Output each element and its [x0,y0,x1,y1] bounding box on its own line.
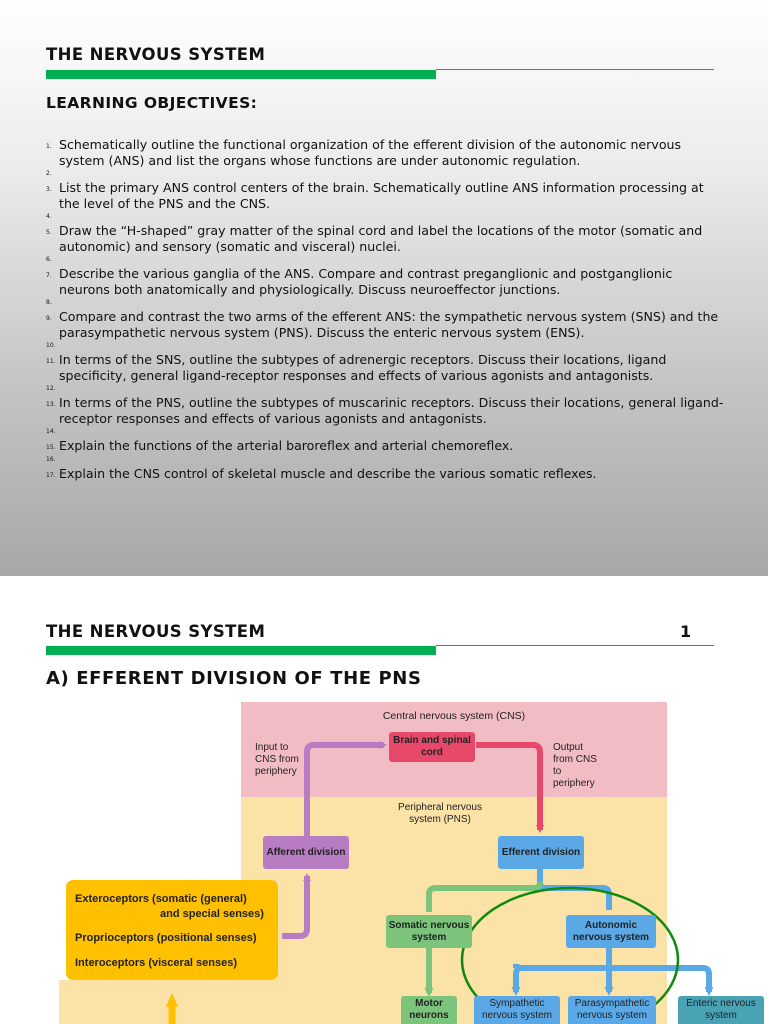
efferent-to-somatic [429,882,540,912]
page-number: 1 [680,622,692,641]
brain-spinal-cord-box: Brain and spinal cord [389,732,475,762]
output-label: Output from CNS to periphery [553,742,597,789]
objective-number: 15. [46,444,56,451]
empty-list-number: 2. [46,170,52,177]
objective-text: In terms of the SNS, outline the subtypes of adrenergic receptors. Discuss their locations, ligand specificity, general ligand-receptor responses and effects of various agonists and antagonists. [59,352,667,383]
empty-list-number: 14. [46,428,56,435]
objective-text: Draw the “H-shaped” gray matter of the spinal cord and label the locations of the motor (somatic and autonomic) and sensory (somatic and visceral) nuclei. [59,223,703,254]
sympathetic-nervous-system-box: Sympathetic nervous system [474,996,560,1024]
efferent-division-box: Efferent division [498,836,584,869]
objective-number: 3. [46,186,52,193]
receptors-box [66,880,278,980]
objective-text: List the primary ANS control centers of the brain. Schematically outline ANS information processing at the level of the PNS and the CNS. [59,180,704,211]
empty-list-number: 16. [46,455,56,463]
autonomic-nervous-system-box: Autonomic nervous system [566,915,656,948]
exteroceptors-line2: and special senses) [160,908,264,920]
autonomic-to-branches [516,948,709,988]
objective-text: Compare and contrast the two arms of the efferent ANS: the sympathetic nervous system (SNS) and the parasympathetic nervous system (PNS). Discuss the enteric nervous system (ENS). [59,309,719,340]
objective-number: 9. [46,315,52,322]
empty-list-number: 8. [46,299,52,306]
objective-number: 17. [46,471,56,479]
objective-text: In terms of the PNS, outline the subtypes of muscarinic receptors. Discuss their locations, general ligand-receptor responses and effects of various agonists and antagonists. [59,395,724,426]
empty-list-number: 6. [46,256,52,263]
input-label: Input to CNS from periphery [255,742,299,777]
exteroceptors-line1: Exteroceptors (somatic (general) [75,893,247,905]
proprioceptors-label: Proprioceptors (positional senses) [75,932,257,944]
objective-number: 11. [46,358,56,365]
empty-list-number: 10. [46,342,56,349]
pns-label: Peripheral nervous system (PNS) [398,802,482,825]
afferent-to-cns-arrow [307,745,384,836]
objective-number: 7. [46,272,52,279]
enteric-nervous-system-box: Enteric nervous system [678,996,764,1024]
objective-number: 5. [46,229,52,236]
cns-label: Central nervous system (CNS) [382,710,526,722]
objective-text: Explain the functions of the arterial baroreflex and arterial chemoreflex. [59,438,514,453]
afferent-division-box: Afferent division [263,836,349,869]
somatic-nervous-system-box: Somatic nervous system [386,915,472,948]
parasympathetic-nervous-system-box: Parasympathetic nervous system [568,996,656,1024]
interoceptors-label: Interoceptors (visceral senses) [75,957,238,969]
slide-title: THE NERVOUS SYSTEM [46,45,266,64]
section-subheading: A) EFFERENT DIVISION OF THE PNS [46,668,422,689]
empty-list-number: 12. [46,385,56,392]
afferent-arrow [282,876,307,936]
slide-title: THE NERVOUS SYSTEM [46,622,266,641]
objective-text: Explain the CNS control of skeletal muscle and describe the various somatic reflexes. [59,465,597,481]
motor-neurons-box: Motor neurons [401,996,457,1024]
objective-number: 13. [46,401,56,408]
objective-text: Describe the various ganglia of the ANS. Compare and contrast preganglionic and postganglionic neurons both anatomically and physiologically. Discuss neuroeffector junctions. [59,266,673,297]
objectives-heading: LEARNING OBJECTIVES: [46,94,258,112]
empty-list-number: 4. [46,213,52,220]
objective-number: 1. [46,143,52,150]
objective-text: Schematically outline the functional organization of the efferent division of the autonomic nervous system (ANS) and list the organs whose functions are under autonomic regulation. [59,137,682,168]
